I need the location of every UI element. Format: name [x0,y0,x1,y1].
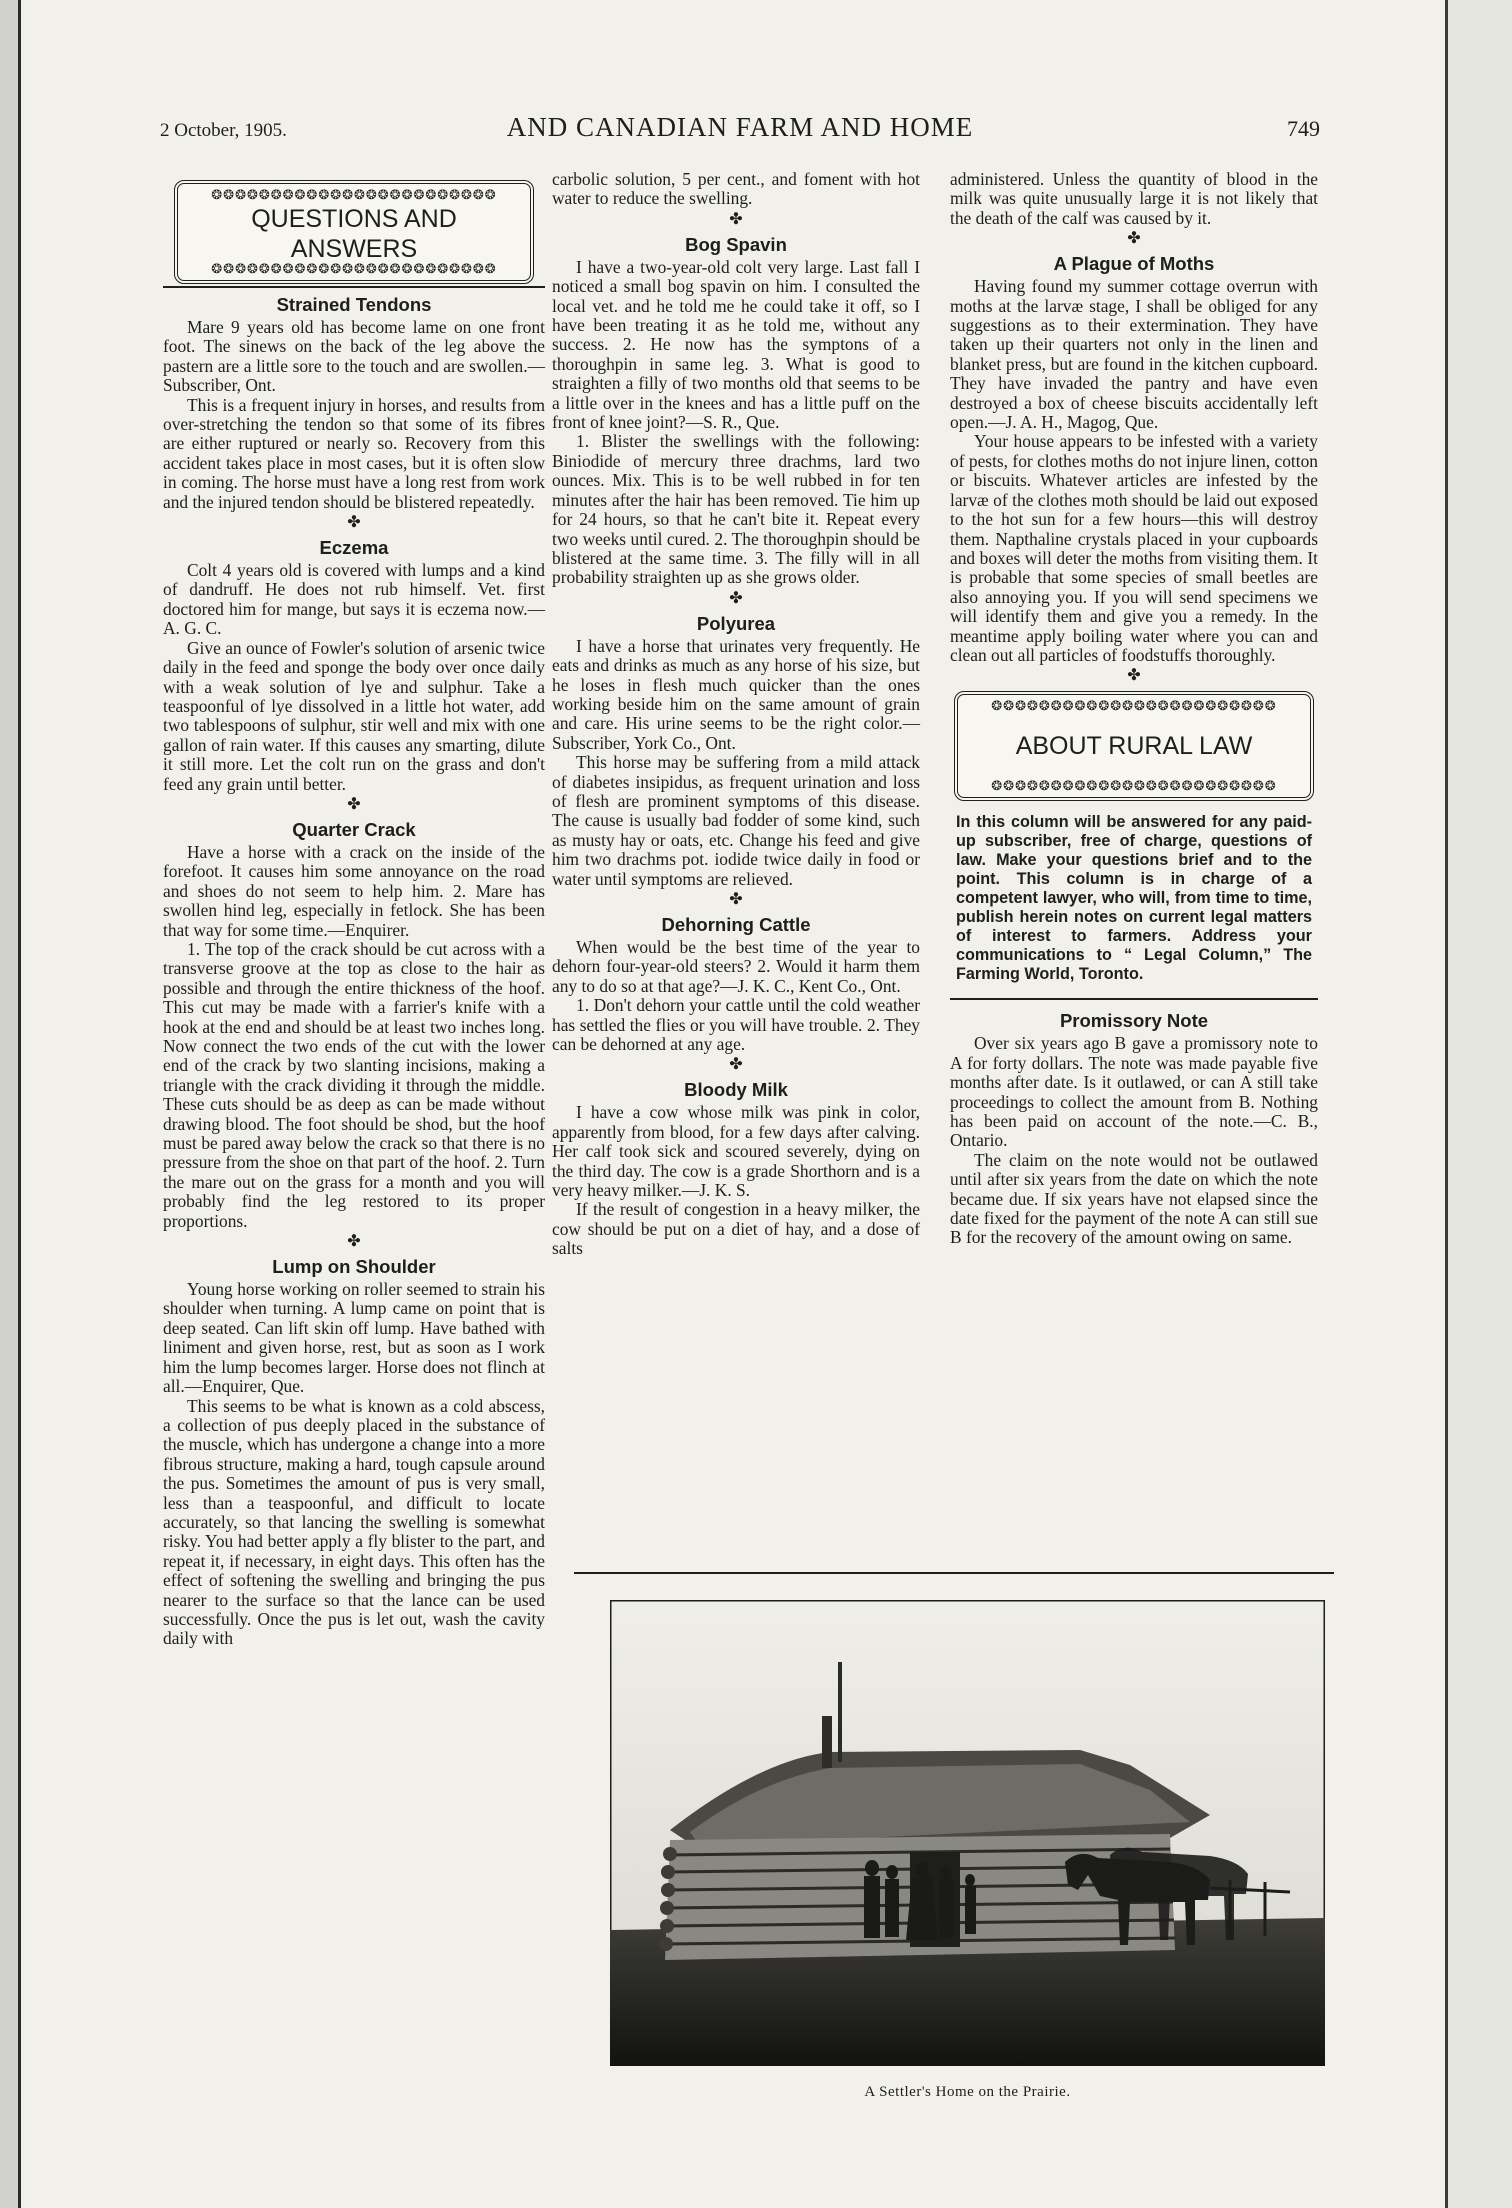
article-title: Strained Tendons [276,294,432,315]
chain-ornament-top: ❂❂❂❂❂❂❂❂❂❂❂❂❂❂❂❂❂❂❂❂❂❂❂❂ [211,188,497,202]
legal-column-notice: In this column will be answered for any paid-up subscriber, free of charge, questions of law. Make your questions brief and to the point. This column is in charge of a competent lawyer, who will, from time to time, publish herein notes on current legal matters of interest to farmers. Address your communications to “ Legal Column,” The Farming World, Toronto. [956,813,1312,984]
article-title: Polyurea [696,612,776,634]
article-question: Mare 9 years old has become lame on one front foot. The sinews on the back of the leg above the pastern are a little sore to the touch and are swollen.—Subscriber, Ont. [163,317,545,396]
issue-date: 2 October, 1905. [160,120,287,141]
photo-divider [574,1572,1334,1574]
article-answer: 1. Blister the swellings with the following: Biniodide of mercury three drachms, lard two ounces. Mix. This is to be well rubbed in for ten minutes after the hair has been removed. Tie him up for 24 hours, so that he can't bite it. Repeat every two weeks until cured. 2. The thoroughpin should be blistered at the same time. 3. The filly will in all probability straighten up as she grows older. [552,431,920,588]
article-question: I have a two-year-old colt very large. Last fall I noticed a small bog spavin on him. I consulted the local vet. and he told me he could take it off, so I have been treating it as he told me, without any success. 2. He now has the symptons of a thoroughpin in same leg. 3. What is good to straighten a filly of two months old that seems to be a little over in the knees and has a little puff on the front of knee joint?—S. R., Que. [552,256,920,433]
clover-ornament-icon: ✤ [729,589,743,607]
article-answer: 1. The top of the crack should be cut across with a transverse groove at the top as close to the hair as possible and through the entire thickness of the hoof. This cut may be made with a farrier's knife with a hook at the end and should be at least two inches long. Now connect the two ends of the cut with the lower end of the crack by two slanting incisions, making a triangle with the crack dividing it through the middle. These cuts should be as deep as can be made without drawing blood. The foot should be shod, but the hoof must be pared away below the crack so that there is no pressure from the shoe on that part of the hoof. 2. Turn the mare out on the grass for a month and you will probably find the leg restored to its proper proportions. [163,938,545,1231]
column-2 [552,170,920,1259]
article-question: Young horse working on roller seemed to strain his shoulder when turning. A lump came on point that is deep seated. Can lift skin off lump. Have bathed with liniment and given horse, rest, but as soon as I work him the lump becomes larger. Horse does not flinch at all.—Enquirer, Que. [163,1279,545,1397]
chain-ornament-bottom: ❂❂❂❂❂❂❂❂❂❂❂❂❂❂❂❂❂❂❂❂❂❂❂❂ [991,779,1277,794]
article-answer: 1. Don't dehorn your cattle until the cold weather has settled the flies or you will have trouble. 2. They can be dehorned at any age. [552,995,920,1055]
clover-ornament-icon: ✤ [1127,667,1141,685]
about-rural-law-box [954,691,1314,801]
article-question: I have a horse that urinates very frequently. He eats and drinks as much as any horse of his size, but he loses in flesh much quicker than the ones working beside him on the same amount of grain and care. His urine seems to be the right color.—Subscriber, York Co., Ont. [552,635,920,753]
clover-ornament-icon: ✤ [729,891,743,908]
article-title: Bog Spavin [685,233,787,255]
publication-title: AND CANADIAN FARM AND HOME [506,112,974,142]
section-heading: ABOUT RURAL LAW [1015,732,1253,761]
article-title: Eczema [319,537,389,559]
divider [950,998,1318,1000]
article-question: Have a horse with a crack on the inside of the forefoot. It causes him some annoyance on the road and shoes do not seem to help him. 2. Mare has swollen hind leg, especially in fetlock. She has been that way for some time.—Enquirer. [163,841,545,940]
article-question: Over six years ago B gave a promissory note to A for forty dollars. The note was made payable five months after date. Is it outlawed, or can A still take proceedings to collect the amount from B. Nothing has been paid on account of the note.—C. B., Ontario. [950,1033,1318,1151]
page-header [160,112,1320,152]
article-title: A Plague of Moths [1053,253,1215,275]
article-title: Promissory Note [1059,1010,1209,1032]
article-answer: If the result of congestion in a heavy milker, the cow should be put on a diet of hay, and a dose of salts [552,1199,920,1259]
page-number: 749 [1287,116,1320,141]
article-title: Dehorning Cattle [661,914,811,935]
article-question: When would be the best time of the year to dehorn four-year-old steers? 2. Would it harm them any to do so at that age?—J. K. C., Kent Co., Ont. [552,937,920,996]
clover-ornament-icon: ✤ [347,795,361,813]
column-1 [163,180,545,1649]
article-question: Colt 4 years old is covered with lumps and a kind of dandruff. He does not rub himself. Vet. first doctored him for mange, but says it is eczema now.—A. G. C. [163,560,545,639]
clover-ornament-icon: ✤ [729,1056,743,1074]
article-continuation: carbolic solution, 5 per cent., and foment with hot water to reduce the swelling. [552,169,920,209]
section-heading-line2: ANSWERS [290,235,418,263]
divider [163,286,545,288]
settlers-home-photo [610,1600,1325,2066]
article-title: Lump on Shoulder [272,1256,436,1278]
article-answer: Give an ounce of Fowler's solution of arsenic twice daily in the feed and sponge the body over once daily with a weak solution of lye and sulphur. Take a teaspoonful of lye dissolved in a little hot water, add two tablespoons of sulphur, stir well and mix with one gallon of rain water. If this causes any smarting, dilute it still more. Let the colt run on the grass and don't feed any grain until better. [163,637,545,794]
scan-right-edge [1445,0,1512,2208]
article-question: Having found my summer cottage overrun with moths at the larvæ stage, I shall be obliged for any suggestions as to their extermination. They have taken up their quarters not only in the linen and blanket press, but are found in the kitchen cupboard. They have invaded the pantry and have even destroyed a box of cheese biscuits accidentally left open.—J. A. H., Magog, Que. [950,276,1318,433]
section-heading-line1: QUESTIONS AND [251,205,457,233]
article-title: Bloody Milk [684,1079,788,1101]
article-question: I have a cow whose milk was pink in color, apparently from blood, for a few days after calving. Her calf took sick and scoured severely, dying on the third day. The cow is a grade Shorthorn and is a very heavy milker.—J. K. S. [552,1102,920,1201]
article-answer: This seems to be what is known as a cold abscess, a collection of pus deeply placed in the substance of the muscle, which has undergone a change into a more fibrous structure, making a hard, tough capsule around the pus. Sometimes the amount of pus is very small, less than a teaspoonful, and difficult to locate accurately, so that lancing the swelling is somewhat risky. You had better apply a fly blister to the part, and repeat it, if necessary, in eight days. This often has the effect of softening the swelling and bringing the pus nearer to the surface so that the lance can be used successfully. Once the pus is let out, wash the cavity daily with [163,1395,545,1649]
article-answer: This is a frequent injury in horses, and results from over-stretching the tendon so that some of its fibres are either ruptured or nearly so. Recovery from this accident takes place in most cases, but it is often slow in coming. The horse must have a long rest from work and the injured tendon should be blistered repeatedly. [163,394,545,512]
scan-left-edge [0,0,21,2208]
article-title: Quarter Crack [292,818,416,840]
log-cabin-photograph [610,1600,1325,2066]
questions-and-answers-box [174,180,534,284]
photo-caption: A Settler's Home on the Prairie. [864,2084,1071,2100]
clover-ornament-icon: ✤ [347,1233,361,1251]
article-answer: The claim on the note would not be outlawed until after six years from the date on which the note became due. If six years have not elapsed since the date fixed for the payment of the note A can still sue B for the recovery of the amount owing on same. [950,1149,1318,1248]
column-3 [950,170,1318,1248]
clover-ornament-icon: ✤ [1127,230,1141,248]
chain-ornament-bottom: ❂❂❂❂❂❂❂❂❂❂❂❂❂❂❂❂❂❂❂❂❂❂❂❂ [211,262,497,276]
clover-ornament-icon: ✤ [347,514,361,532]
chain-ornament-top: ❂❂❂❂❂❂❂❂❂❂❂❂❂❂❂❂❂❂❂❂❂❂❂❂ [991,699,1277,714]
clover-ornament-icon: ✤ [729,210,743,228]
article-answer: This horse may be suffering from a mild attack of diabetes insipidus, as frequent urination and loss of flesh are prominent symptoms of this disease. The cause is usually bad fodder of some kind, such as musty hay or oats, etc. Change his feed and give him two drachms pot. iodide twice daily in food or water until symptoms are relieved. [552,752,920,889]
article-continuation: administered. Unless the quantity of blood in the milk was quite unusually large it is not likely that the death of the calf was caused by it. [950,169,1318,228]
article-answer: Your house appears to be infested with a variety of pests, for clothes moths do not injure linen, cotton or biscuits. Whatever articles are infested by the larvæ of the clothes moth should be laid out exposed to the hot sun for a few hours—this will destroy them. Napthaline crystals placed in your cupboards and boxes will deter the moths from visiting them. It is probable that some species of small beetles are also annoying you. If you will send specimens we will identify them and give you a remedy. In the meantime apply boiling water where you can and clean out all particles of foodstuffs thoroughly. [950,431,1318,665]
